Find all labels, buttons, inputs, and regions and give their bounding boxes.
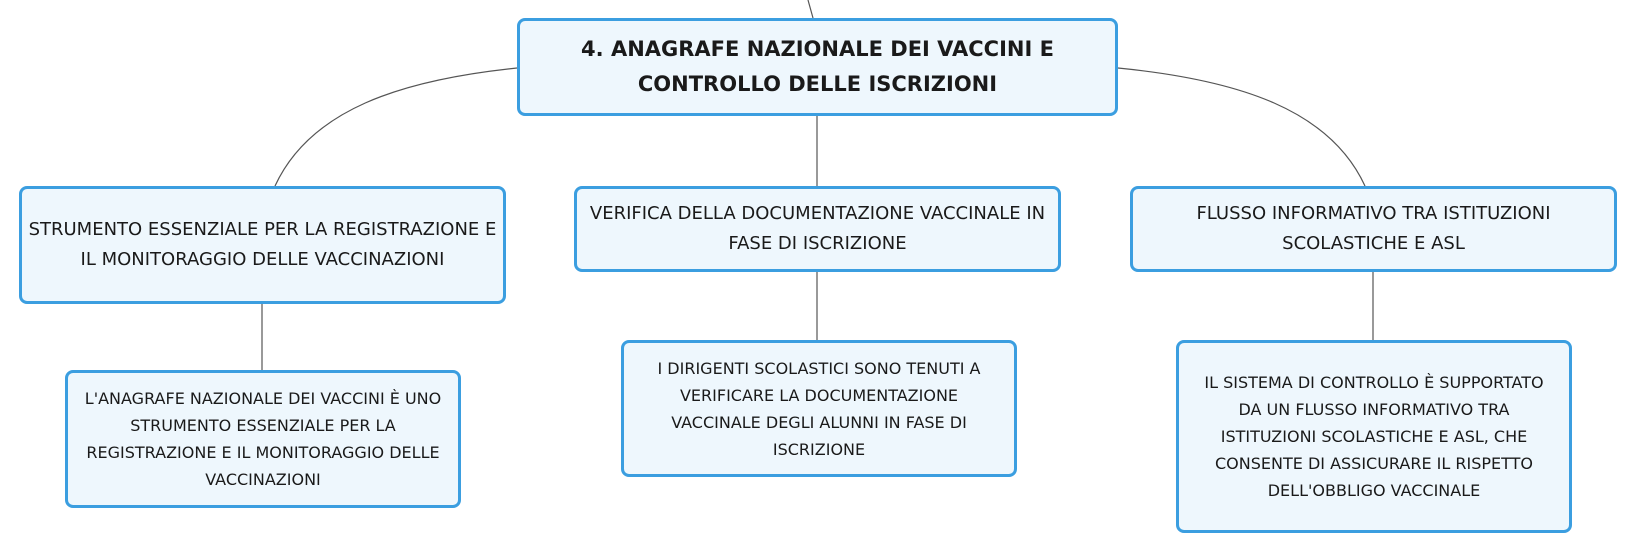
root-title-line: 4. ANAGRAFE NAZIONALE DEI VACCINI E (581, 37, 1054, 61)
subtopic-node-registrazione[interactable] (19, 186, 506, 304)
connector-parent (808, 0, 813, 18)
detail-node-sistema-controllo[interactable] (1176, 340, 1572, 533)
detail-line: ISCRIZIONE (772, 439, 866, 459)
subtopic-text (590, 199, 1045, 259)
detail-line: IL SISTEMA DI CONTROLLO È SUPPORTATO (1204, 373, 1544, 392)
subtopic-line: FLUSSO INFORMATIVO TRA ISTITUZIONI (1196, 203, 1551, 224)
detail-node-dirigenti[interactable] (621, 340, 1017, 477)
root-title-line: CONTROLLO DELLE ISCRIZIONI (637, 72, 998, 96)
root-topic-node[interactable] (517, 18, 1118, 116)
detail-line: REGISTRAZIONE E IL MONITORAGGIO DELLE (86, 443, 440, 462)
detail-node-anagrafe[interactable] (65, 370, 461, 508)
subtopic-line: SCOLASTICHE E ASL (1282, 233, 1465, 254)
root-topic-text (581, 32, 1054, 102)
detail-line: I DIRIGENTI SCOLASTICI SONO TENUTI A (657, 358, 981, 378)
subtopic-line: FASE DI ISCRIZIONE (728, 233, 907, 254)
detail-line: CONSENTE DI ASSICURARE IL RISPETTO (1215, 454, 1533, 473)
detail-line: VACCINALE DEGLI ALUNNI IN FASE DI (671, 412, 967, 432)
subtopic-line: STRUMENTO ESSENZIALE PER LA REGISTRAZIONE E (28, 219, 497, 240)
subtopic-line: VERIFICA DELLA DOCUMENTAZIONE VACCINALE IN (589, 203, 1046, 224)
subtopic-node-flusso[interactable] (1130, 186, 1617, 272)
detail-line: DA UN FLUSSO INFORMATIVO TRA (1238, 400, 1510, 419)
subtopic-text (29, 215, 497, 275)
subtopic-text (1196, 199, 1550, 259)
detail-line: STRUMENTO ESSENZIALE PER LA (130, 416, 396, 435)
detail-line: VERIFICARE LA DOCUMENTAZIONE (679, 385, 959, 405)
subtopic-node-verifica[interactable] (574, 186, 1061, 272)
connector-root-to-a (275, 68, 517, 186)
connector-root-to-c (1118, 68, 1365, 186)
subtopic-line: IL MONITORAGGIO DELLE VACCINAZIONI (80, 249, 445, 270)
detail-text (85, 385, 441, 493)
detail-text (658, 355, 981, 463)
detail-line: DELL'OBBLIGO VACCINALE (1267, 481, 1481, 500)
detail-line: ISTITUZIONI SCOLASTICHE E ASL, CHE (1220, 427, 1528, 446)
detail-line: L'ANAGRAFE NAZIONALE DEI VACCINI È UNO (84, 389, 442, 408)
detail-line: VACCINAZIONI (205, 470, 321, 489)
detail-text (1204, 369, 1543, 504)
